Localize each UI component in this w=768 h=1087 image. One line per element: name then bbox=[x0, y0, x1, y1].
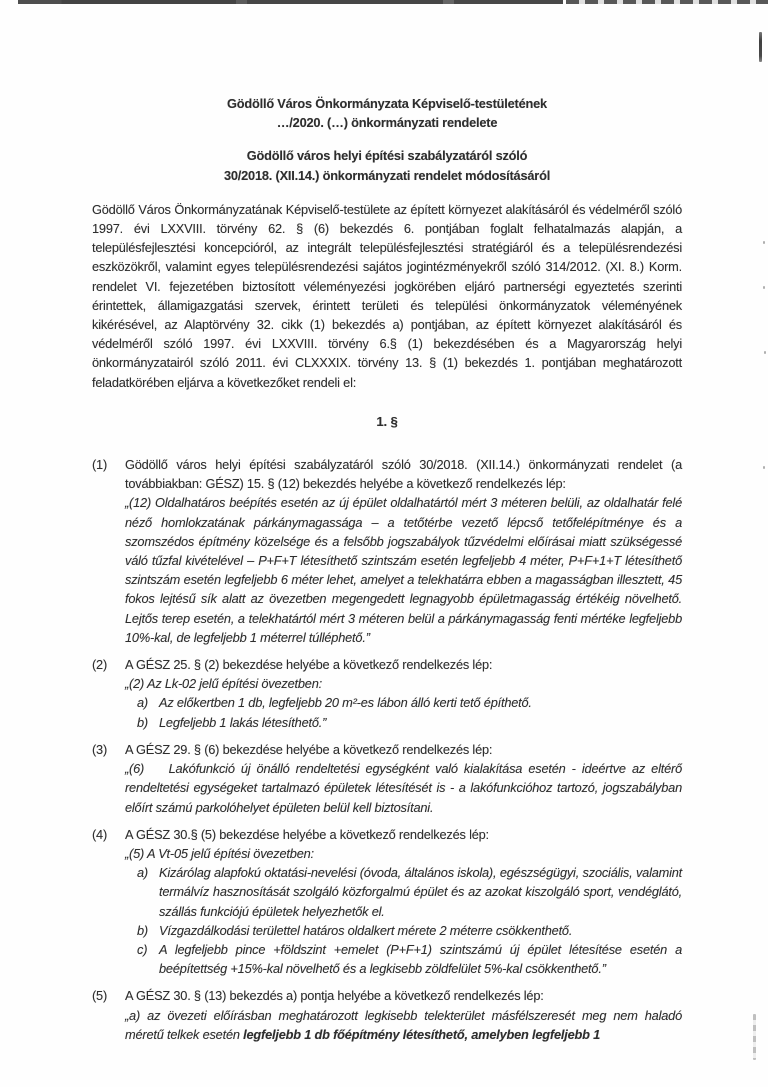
subitem-text: Kizárólag alapfokú oktatási-nevelési (óvoda, általános iskola), egészségügyi, szociális, valamint termálvíz hasznosítását szolgáló közforgalmú épület és az azokat kiszolgáló sport, vendéglátó, szállás funkciójú épületek helyezhetők el. bbox=[159, 865, 682, 919]
preamble-paragraph: Gödöllő Város Önkormányzatának Képviselő-testülete az épített környezet alakításáról és védelméről szóló 1997. évi LXXVIII. törvény 62. § (6) bekezdés 6. pontjában foglalt felhatalmazás alapján, a településfejlesztési koncepcióról, az integrált településfejlesztési stratégiáról és a településrendezési eszközökről, valamint egyes településrendezési sajátos jogintézményekről szóló 314/2012. (XI. 8.) Korm. rendelet VI. fejezetében biztosított véleményezési jogkörében eljáró partnerségi egyeztetés szerinti érintettek, államigazgatási szervek, érintett területi és települési önkormányzatok véleményének kikérésével, az Alaptörvény 32. cikk (1) bekezdés a) pontjában, az épített környezet alakításáról és védelméről szóló 1997. évi LXXVIII. törvény 6.§ (1) bekezdésében és a Magyarország helyi önkormányzatairól szóló 2011. évi CLXXXIX. törvény 13. § (1) bekezdés 1. pontjában meghatározott feladatkörében eljárva a következőket rendeli el: bbox=[92, 201, 682, 390]
scan-artifact-dot bbox=[763, 286, 765, 289]
list-item-3 bbox=[92, 740, 682, 817]
document-subtitle-line2: 30/2018. (XII.14.) önkormányzati rendelet módosításáról bbox=[223, 167, 551, 183]
item-body bbox=[125, 655, 682, 732]
quote-bold-text: legfeljebb 1 db főépítmény létesíthető, amelyben legfeljebb 1 bbox=[243, 1026, 601, 1042]
item-marker: (2) bbox=[92, 657, 108, 673]
subitem-a bbox=[125, 693, 682, 712]
subitem-text: Vízgazdálkodási területtel határos oldalkert mérete 2 méterre csökkenthető. bbox=[159, 922, 573, 938]
subitem-marker: b) bbox=[137, 714, 148, 730]
item-marker: (3) bbox=[92, 741, 108, 757]
item-intro: A GÉSZ 29. § (6) bekezdése helyébe a következő rendelkezés lép: bbox=[125, 741, 493, 757]
scan-artifact-dot bbox=[764, 351, 766, 354]
document-subtitle-line1: Gödöllő város helyi építési szabályzatáról szóló bbox=[246, 148, 528, 164]
item-body bbox=[125, 986, 682, 1044]
document-title-line2: …/2020. (…) önkormányzati rendelete bbox=[276, 115, 498, 131]
list-item-1 bbox=[92, 455, 682, 647]
subitem-a bbox=[125, 863, 682, 921]
item-body bbox=[125, 740, 682, 817]
item-marker: (1) bbox=[92, 457, 108, 473]
subitem-marker: b) bbox=[137, 922, 148, 938]
scan-artifact-dot bbox=[763, 241, 765, 244]
item-intro: A GÉSZ 30.§ (5) bekezdése helyébe a következő rendelkezés lép: bbox=[125, 826, 489, 842]
subitem-marker: a) bbox=[137, 695, 148, 711]
item-quote bbox=[125, 1006, 682, 1044]
item-marker: (5) bbox=[92, 988, 108, 1004]
section-heading: 1. § bbox=[376, 413, 398, 429]
scan-artifact-bottom-smudge bbox=[753, 1014, 756, 1060]
item-body bbox=[125, 825, 682, 979]
title-gap bbox=[92, 132, 682, 146]
subitem-text: Az előkertben 1 db, legfeljebb 20 m²-es lábon álló kerti tető építhető. bbox=[159, 695, 532, 711]
item-quote-head: „(5) A Vt-05 jelű építési övezetben: bbox=[125, 845, 314, 861]
document-title-line1: Gödöllő Város Önkormányzata Képviselő-testületének bbox=[227, 96, 547, 111]
subitem-marker: a) bbox=[137, 865, 148, 881]
scan-artifact-right-dash bbox=[759, 32, 762, 62]
scan-artifact-dot bbox=[763, 466, 765, 469]
list-item-4 bbox=[92, 825, 682, 979]
list-item-2 bbox=[92, 655, 682, 732]
item-quote-head: „(2) Az Lk-02 jelű építési övezetben: bbox=[125, 676, 322, 692]
item-intro: A GÉSZ 30. § (13) bekezdés a) pontja helyébe a következő rendelkezés lép: bbox=[125, 988, 544, 1004]
subitem-text: Legfeljebb 1 lakás létesíthető.” bbox=[159, 714, 327, 730]
subitem-b bbox=[125, 713, 682, 732]
subitem-text: A legfeljebb pince +földszint +emelet (P+F+1) szintszámú új épület létesítése esetén a beépítettség +15%-kal növelhető és a legkisebb zöldfelület 5%-kal csökkenthető.” bbox=[159, 941, 682, 977]
scan-artifact-top-line bbox=[18, 0, 563, 4]
scan-artifact-top-line-dashes bbox=[566, 0, 768, 4]
item-quote: „(12) Oldalhatáros beépítés esetén az új épület oldalhatártól mért 3 méteren belüli, az oldalhatár felé néző homlokzatának párkánymagassága – a tetőtérbe vezető lépcső tetőfelépítménye és a szomszédos építmény közelsége és a felsőbb jogszabályok tűzvédelmi előírásai miatt szükségessé váló tűzfal kivételével – P+F+T létesíthető szintszám esetén legfeljebb 4 méter, P+F+1+T létesíthető szintszám esetén legfeljebb 6 méter lehet, amelyet a telekhatárra ebben a magasságban illesztett, 45 fokos lejtésű sík alatt az övezetben megengedett legnagyobb épületmagasság értékéig növelhető. Lejtős terep esetén, a telekhatártól mért 3 méteren belül a párkánymagasság fenti mértéke legfeljebb 10%-kal, de legfeljebb 1 méterrel túlléphető.” bbox=[125, 495, 682, 645]
quote-normal-text: „a) az övezeti előírásban meghatározott legkisebb telekterület másfélszeresét meg nem haladó méretű telkek esetén bbox=[125, 1007, 682, 1042]
subitem-c bbox=[125, 940, 682, 978]
item-intro: A GÉSZ 25. § (2) bekezdése helyébe a következő rendelkezés lép: bbox=[125, 657, 493, 673]
item-quote: „(6) Lakófunkció új önálló rendeltetési egységként való kialakítása esetén - ideértve az eltérő rendeltetési egységeket tartalmazó épületek létesítését is - a lakófunkcióhoz tartozó, jogszabályban előírt számú parkolóhelyet épületen belül kell biztosítani. bbox=[125, 761, 682, 815]
item-marker: (4) bbox=[92, 826, 108, 842]
amendment-list bbox=[92, 455, 682, 1044]
item-body bbox=[125, 455, 682, 647]
subitem-marker: c) bbox=[137, 941, 148, 957]
list-item-5 bbox=[92, 986, 682, 1044]
item-intro: Gödöllő város helyi építési szabályzatáról szóló 30/2018. (XII.14.) önkormányzati rendelet (a továbbiakban: GÉSZ) 15. § (12) bekezdés helyébe a következő rendelkezés lép: bbox=[125, 457, 682, 492]
subitem-b bbox=[125, 921, 682, 940]
